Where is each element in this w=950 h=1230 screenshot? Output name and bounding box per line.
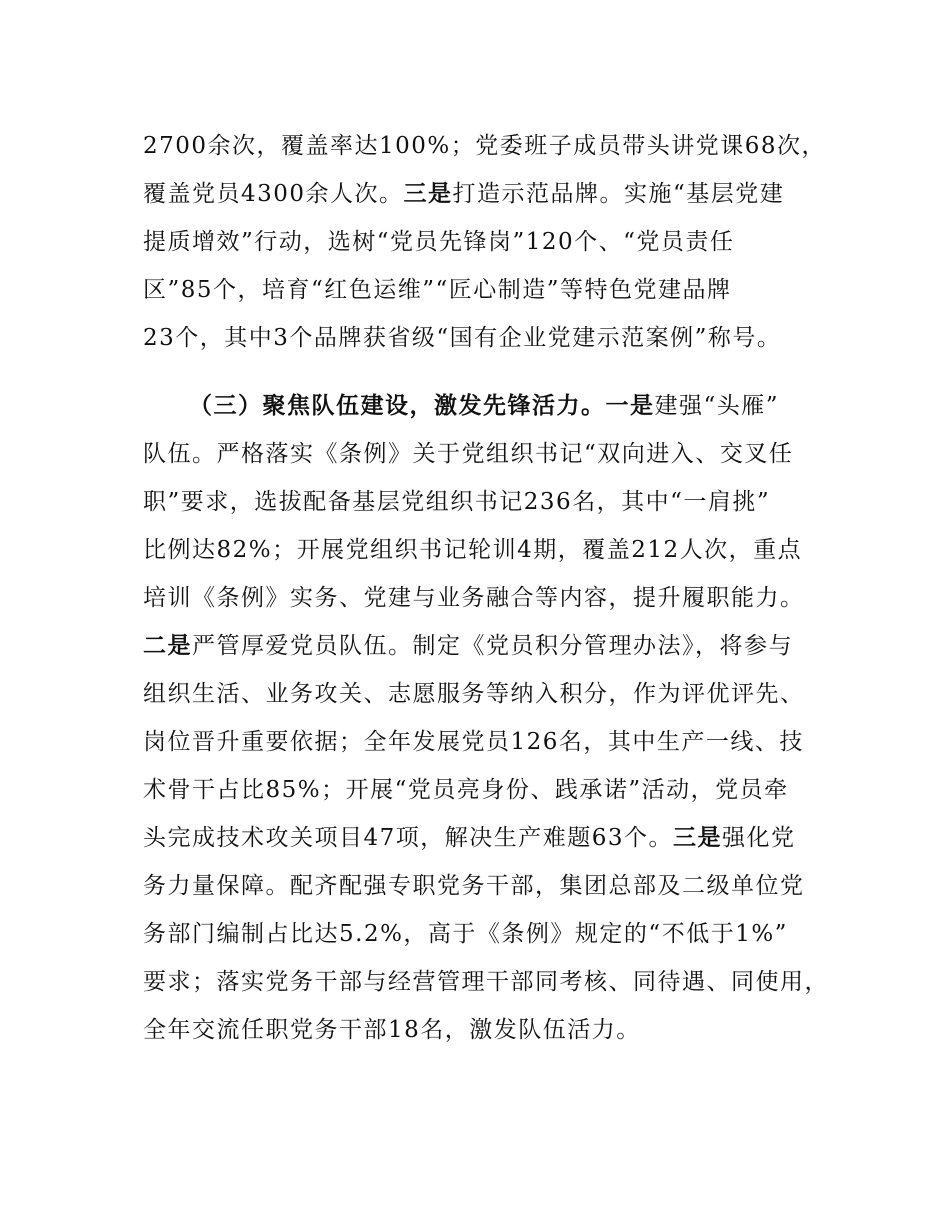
text-segment: 务部门编制占比达5.2%，高于《条例》规定的“不低于1%” xyxy=(143,921,788,947)
text-line xyxy=(143,526,823,574)
text-line xyxy=(143,170,823,218)
text-segment: 打造示范品牌。实施“基层党建 xyxy=(452,181,785,207)
bold-text-segment: 二是 xyxy=(143,633,192,659)
text-line xyxy=(143,814,823,862)
text-segment: 提质增效”行动，选树“党员先锋岗”120个、“党员责任 xyxy=(143,229,735,255)
text-segment: 组织生活、业务攻关、志愿服务等纳入积分，作为评优评先、 xyxy=(143,681,805,707)
text-segment: 要求；落实党务干部与经营管理干部同考核、同待遇、同使用， xyxy=(143,969,829,995)
text-line xyxy=(143,670,823,718)
text-segment: 比例达82%；开展党组织书记轮训4期，覆盖212人次，重点 xyxy=(143,537,803,563)
text-line xyxy=(143,622,823,670)
text-line xyxy=(143,478,823,526)
bold-text-segment: 三是 xyxy=(403,181,453,207)
bold-text-segment: 三是 xyxy=(673,825,723,851)
text-line xyxy=(143,1006,823,1054)
text-line xyxy=(143,910,823,958)
text-line xyxy=(143,958,829,1006)
paragraph-party-brand xyxy=(143,122,827,362)
text-line xyxy=(143,218,823,266)
text-segment: 队伍。严格落实《条例》关于党组织书记“双向进入、交叉任 xyxy=(143,441,794,467)
text-line xyxy=(143,430,823,478)
text-line xyxy=(143,382,823,430)
text-segment: 头完成技术攻关项目47项，解决生产难题63个。 xyxy=(143,825,674,851)
text-segment: 23个，其中3个品牌获省级“国有企业党建示范案例”称号。 xyxy=(143,325,782,351)
text-segment: 建强“头雁” xyxy=(654,393,780,419)
text-segment: 术骨干占比85%；开展“党员亮身份、践承诺”活动，党员牵 xyxy=(143,777,789,803)
text-line xyxy=(143,266,823,314)
text-segment: 覆盖党员4300余人次。 xyxy=(143,181,404,207)
text-line xyxy=(143,862,823,910)
text-line xyxy=(143,766,823,814)
bold-text-segment: （三）聚焦队伍建设，激发先锋活力。 xyxy=(189,393,606,419)
text-segment: 强化党 xyxy=(722,825,796,851)
text-segment: 区”85个，培育“红色运维”“匠心制造”等特色党建品牌 xyxy=(143,277,732,303)
text-line xyxy=(143,718,823,766)
text-segment: 全年交流任职党务干部18名，激发队伍活力。 xyxy=(143,1017,641,1043)
bold-text-segment: 一是 xyxy=(605,393,655,419)
text-segment: 职”要求，选拔配备基层党组织书记236名，其中“一肩挑” xyxy=(143,489,771,515)
text-segment: 2700余次，覆盖率达100%；党委班子成员带头讲党课68次， xyxy=(143,133,827,159)
paragraph-team-building xyxy=(143,382,829,1054)
text-segment: 务力量保障。配齐配强专职党务干部，集团总部及二级单位党 xyxy=(143,873,805,899)
text-line xyxy=(143,574,823,622)
text-line xyxy=(143,314,823,362)
text-line xyxy=(143,122,827,170)
text-segment: 培训《条例》实务、党建与业务融合等内容，提升履职能力。 xyxy=(143,585,805,611)
text-segment: 严管厚爱党员队伍。制定《党员积分管理办法》，将参与 xyxy=(192,633,793,659)
text-segment: 岗位晋升重要依据；全年发展党员126名，其中生产一线、技 xyxy=(143,729,804,755)
